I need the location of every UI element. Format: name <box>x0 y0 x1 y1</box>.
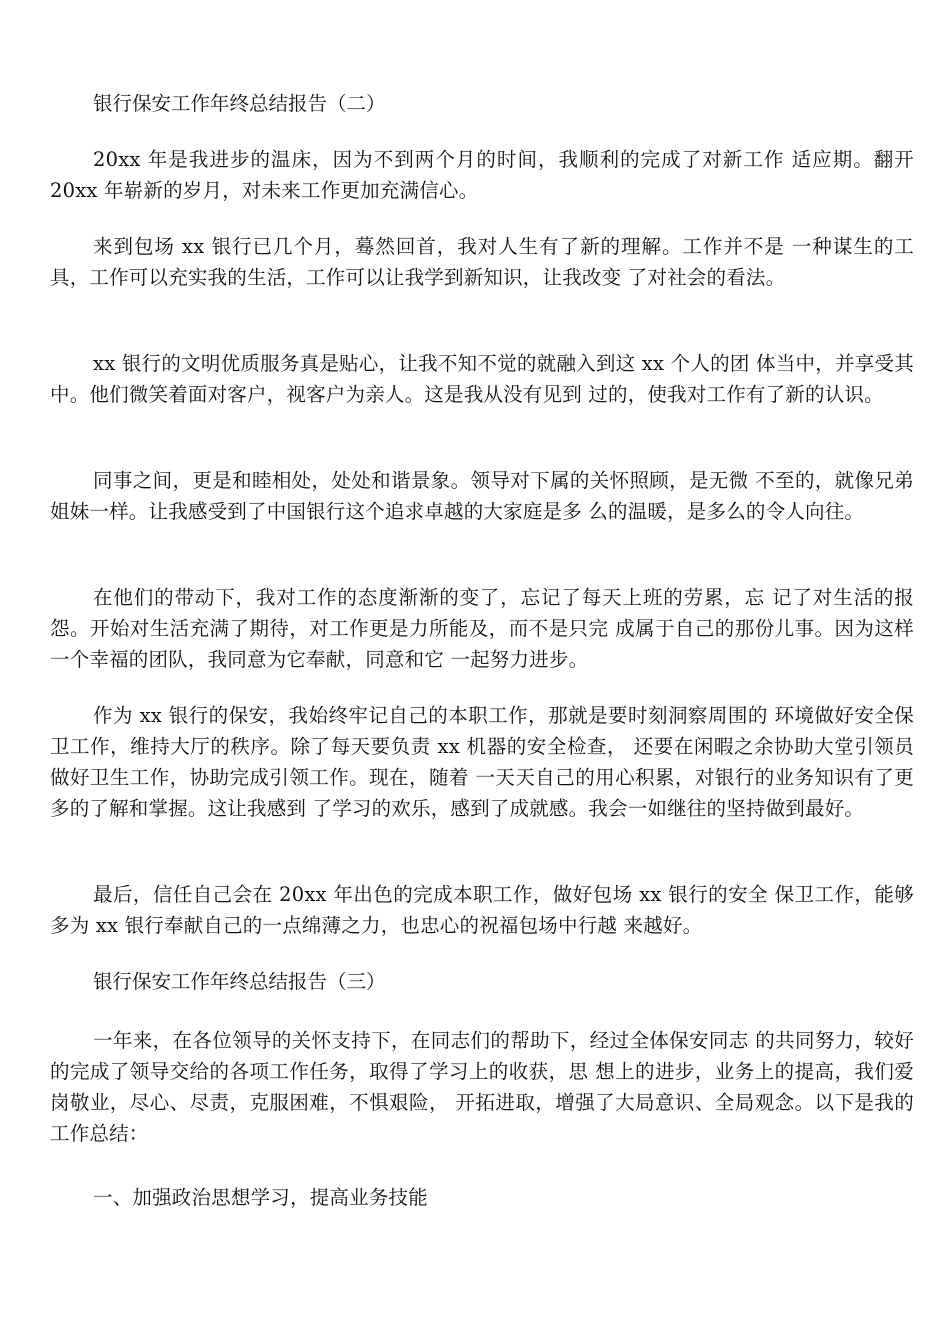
paragraph-3: xx 银行的文明优质服务真是贴心，让我不知不觉的就融入到这 xx 个人的团 体当中，并享受其中。他们微笑着面对客户，视客户为亲人。这是我从没有见到 过的，使我对工作有了新的认识。 <box>50 352 914 406</box>
paragraph-7: 最后，信任自己会在 20xx 年出色的完成本职工作，做好包场 xx 银行的安全 保卫工作，能够多为 xx 银行奉献自己的一点绵薄之力，也忠心的祝福包场中行越 来越好。 <box>50 883 914 937</box>
paragraph-4: 同事之间，更是和睦相处，处处和谐景象。领导对下属的关怀照顾，是无微 不至的，就像兄弟姐妹一样。让我感受到了中国银行这个追求卓越的大家庭是多 么的温暖，是多么的令人向往。 <box>50 469 914 523</box>
paragraph-5: 在他们的带动下，我对工作的态度渐渐的变了，忘记了每天上班的劳累，忘 记了对生活的报怨。开始对生活充满了期待，对工作更是力所能及，而不是只完 成属于自己的那份儿事。因为这样一个幸福的团队，我同意为它奉献，同意和它 一起努力进步。 <box>50 586 914 671</box>
section-heading-3: 银行保安工作年终总结报告（三） <box>93 970 386 993</box>
section-heading-2: 银行保安工作年终总结报告（二） <box>93 92 386 115</box>
paragraph-1: 20xx 年是我进步的温床，因为不到两个月的时间，我顺利的完成了对新工作 适应期。翻开 20xx 年崭新的岁月，对未来工作更加充满信心。 <box>50 148 914 202</box>
paragraph-6: 作为 xx 银行的保安，我始终牢记自己的本职工作，那就是要时刻洞察周围的 环境做好安全保卫工作，维持大厅的秩序。除了每天要负责 xx 机器的安全检查， 还要在闲暇之余协助大堂引领员做好卫生工作，协助完成引领工作。现在，随着 一天天自己的用心积累，对银行的业务知识有了更多的了解和掌握。这让我感到 了学习的欢乐，感到了成就感。我会一如继往的坚持做到最好。 <box>50 704 914 820</box>
paragraph-8: 一年来，在各位领导的关怀支持下，在同志们的帮助下，经过全体保安同志 的共同努力，较好的完成了领导交给的各项工作任务，取得了学习上的收获，思 想上的进步，业务上的提高，我们爱岗敬业，尽心、尽责，克服困难，不惧艰险， 开拓进取，增强了大局意识、全局观念。以下是我的工作总结： <box>50 1029 914 1145</box>
paragraph-2: 来到包场 xx 银行已几个月，蓦然回首，我对人生有了新的理解。工作并不是 一种谋生的工具，工作可以充实我的生活，工作可以让我学到新知识，让我改变 了对社会的看法。 <box>50 235 914 289</box>
subsection-heading-1: 一、加强政治思想学习，提高业务技能 <box>93 1186 428 1209</box>
